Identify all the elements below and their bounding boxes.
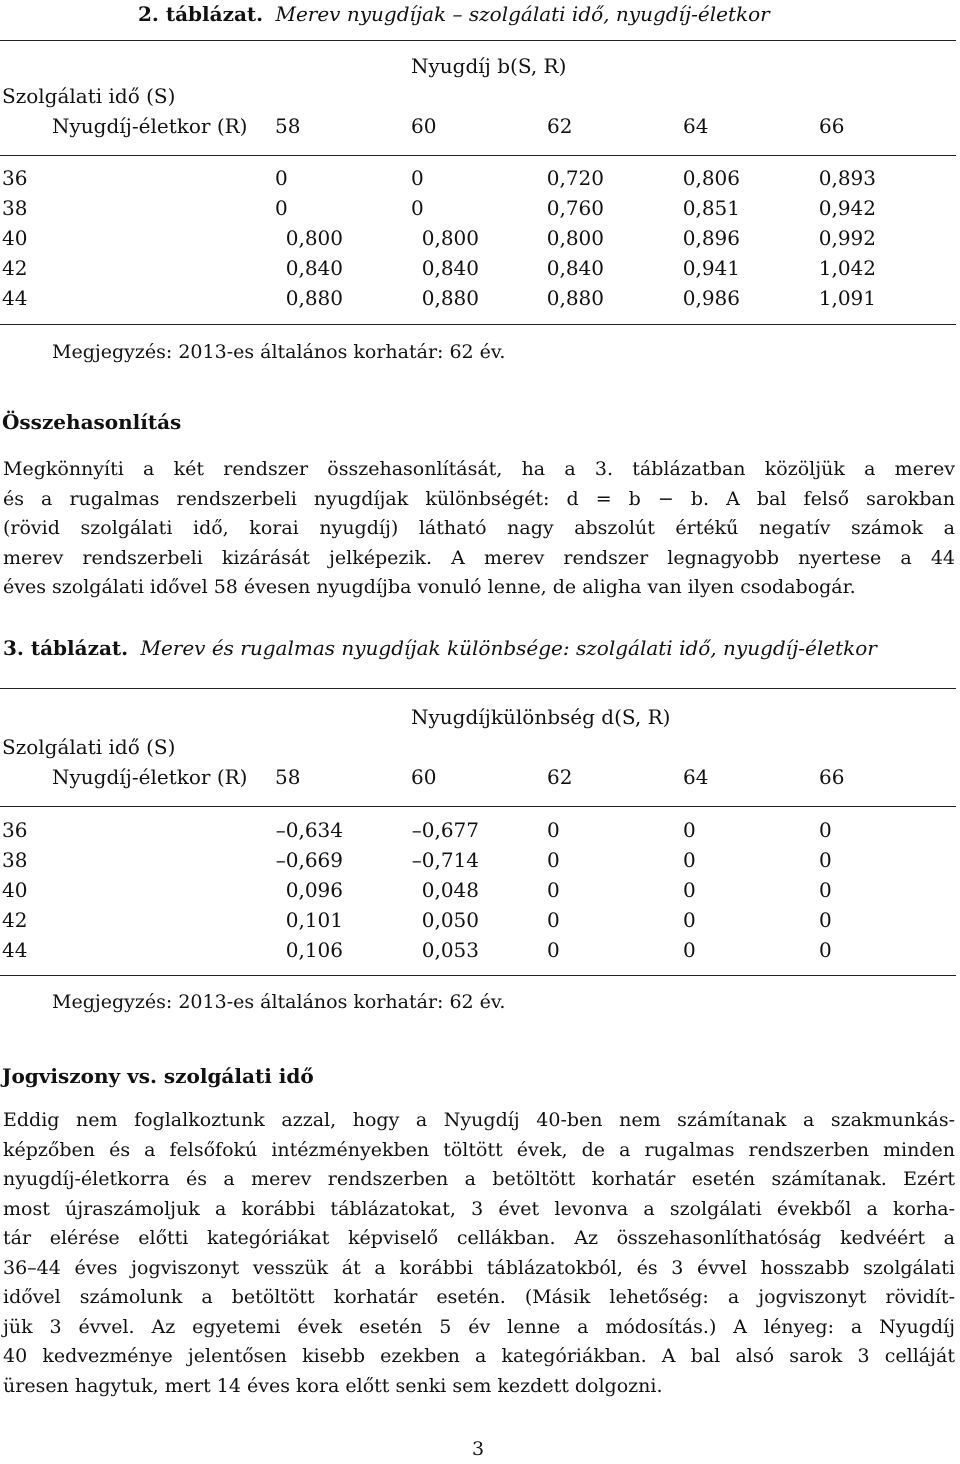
section1-line: és a rugalmas rendszerbeli nyugdíjak különbségét: d = b − b. A bal felső sarokban — [3, 487, 955, 510]
section2-line: nyugdíj-életkorra és a merev rendszerben a betöltött korhatár esetén számítanak. Ezért — [3, 1168, 955, 1190]
table3-row-header-r: Nyugdíj-életkor (R) — [52, 765, 248, 789]
table3-bottom-rule — [0, 975, 956, 976]
table3-cell: 0,096 — [285, 878, 343, 902]
table2-row-label: 42 — [2, 256, 28, 280]
table2-cell: 0,941 — [682, 256, 740, 280]
table3-cell: 0,048 — [421, 878, 479, 902]
table2-header-rule — [0, 155, 956, 156]
table3-cell: 0 — [547, 908, 560, 932]
table3-top-rule — [0, 688, 956, 689]
table2-cell: 0,880 — [546, 286, 604, 310]
table3-cell: 0 — [683, 908, 696, 932]
table2-caption — [138, 4, 770, 24]
section2-line: most újraszámoljuk a korábbi táblázatokat, 3 évet levonva a szolgálati évekből a korha- — [3, 1197, 955, 1220]
table3-row-label: 42 — [2, 908, 28, 932]
table2-cell: 0,893 — [818, 166, 876, 190]
table3-cell: 0,106 — [285, 938, 343, 962]
table3-caption — [3, 638, 877, 658]
table2-cell: 0,851 — [682, 196, 740, 220]
table3-cell: –0,714 — [411, 848, 479, 872]
page-number: 3 — [472, 1438, 485, 1460]
section2-line: 40 kedvezménye jelentősen kisebb ezekben a kategóriákban. A bal alsó sarok 3 celláját — [3, 1345, 955, 1367]
table2-col-header: 62 — [547, 114, 573, 138]
table2-col-header: 60 — [411, 114, 437, 138]
table3-cell: –0,669 — [275, 848, 343, 872]
table2-col-header: 58 — [275, 114, 301, 138]
section2-paragraph — [3, 1106, 955, 1401]
section2-heading: Jogviszony vs. szolgálati idő — [2, 1064, 314, 1088]
table2-col-header: 66 — [819, 114, 845, 138]
table3-cell: –0,634 — [275, 818, 343, 842]
table2-cell: 0,800 — [546, 226, 604, 250]
table3-row-label: 40 — [2, 878, 28, 902]
table2-cell: 0,806 — [682, 166, 740, 190]
table2-cell: 0,840 — [285, 256, 343, 280]
section1-paragraph — [3, 455, 955, 603]
table2-note: Megjegyzés: 2013-es általános korhatár: 62 év. — [52, 341, 506, 363]
table2-cell: 0 — [411, 166, 424, 190]
table3-cell: 0 — [683, 878, 696, 902]
table2-caption-label: 2. táblázat. — [138, 2, 264, 26]
table2-top-rule — [0, 40, 956, 41]
table3-col-header: 58 — [275, 765, 301, 789]
table3-row-label: 38 — [2, 848, 28, 872]
table2-row-label: 44 — [2, 286, 28, 310]
table3-col-header: 66 — [819, 765, 845, 789]
table2-cell: 0,896 — [682, 226, 740, 250]
section2-line: képzőben és a felsőfokú intézményekben töltött évek, de a rugalmas rendszerben minden — [3, 1138, 955, 1161]
table3-cell: 0 — [547, 878, 560, 902]
section1-heading: Összehasonlítás — [2, 410, 182, 434]
table3-header-rule — [0, 806, 956, 807]
section2-line: 36–44 éves jogviszonyt vesszük át a korábbi táblázatokból, és 3 évvel hosszabb szolgálati — [3, 1256, 955, 1279]
section2-line: jük 3 évvel. Az egyetemi évek esetén 5 év lenne a módosítás.) A lényeg: a Nyugdíj — [3, 1315, 955, 1338]
table3-cell: 0 — [683, 848, 696, 872]
table2-cell: 0,942 — [818, 196, 876, 220]
table3-cell: 0 — [819, 848, 832, 872]
table2-cell: 1,091 — [818, 286, 876, 310]
table3-cell: 0 — [683, 938, 696, 962]
table3-cell: –0,677 — [411, 818, 479, 842]
table2-row-label: 38 — [2, 196, 28, 220]
table3-col-header: 64 — [683, 765, 709, 789]
table3-cell: 0 — [819, 908, 832, 932]
table3-caption-text: Merev és rugalmas nyugdíjak különbsége: szolgálati idő, nyugdíj-életkor — [140, 636, 877, 660]
table2-cell: 0,800 — [421, 226, 479, 250]
table3-note: Megjegyzés: 2013-es általános korhatár: 62 év. — [52, 991, 506, 1013]
table3-row-header-s: Szolgálati idő (S) — [2, 735, 176, 759]
table2-row-header-r: Nyugdíj-életkor (R) — [52, 114, 248, 138]
table2-cell: 0 — [411, 196, 424, 220]
table2-row-label: 36 — [2, 166, 28, 190]
section1-line: (rövid szolgálati idő, korai nyugdíj) látható nagy abszolút értékű negatív számok a — [3, 517, 955, 539]
table3-cell: 0 — [819, 878, 832, 902]
table2-cell: 0,720 — [546, 166, 604, 190]
table3-cell: 0,053 — [421, 938, 479, 962]
table3-cell: 0 — [547, 938, 560, 962]
section2-line: tár elérése előtti kategóriákat képviselő cellákban. Az összehasonlíthatóság kedvéért a — [3, 1227, 955, 1249]
section1-line: éves szolgálati idővel 58 évesen nyugdíjba vonuló lenne, de aligha van ilyen csodabogár. — [3, 576, 856, 598]
table2-cell: 0,840 — [421, 256, 479, 280]
table3-header-group: Nyugdíjkülönbség d(S, R) — [411, 705, 671, 729]
table2-cell: 0 — [275, 196, 288, 220]
table3-cell: 0 — [547, 848, 560, 872]
table3-col-header: 62 — [547, 765, 573, 789]
table3-cell: 0 — [547, 818, 560, 842]
table2-bottom-rule — [0, 324, 956, 325]
table2-cell: 1,042 — [818, 256, 876, 280]
section1-line: Megkönnyíti a két rendszer összehasonlítását, ha a 3. táblázatban közöljük a merev — [3, 458, 955, 480]
table2-cell: 0,880 — [421, 286, 479, 310]
table3-cell: 0,050 — [421, 908, 479, 932]
table2-row-label: 40 — [2, 226, 28, 250]
section2-line: Eddig nem foglalkoztunk azzal, hogy a Nyugdíj 40-ben nem számítanak a szakmunkás- — [3, 1109, 955, 1131]
section2-line: üresen hagytuk, mert 14 éves kora előtt senki sem kezdett dolgozni. — [3, 1374, 663, 1397]
section2-line: idővel számolunk a betöltött korhatár esetén. (Másik lehetőség: a jogviszonyt rövidít- — [3, 1286, 955, 1308]
table2-header-group: Nyugdíj b(S, R) — [411, 54, 567, 78]
table2-cell: 0,992 — [818, 226, 876, 250]
table2-cell: 0,840 — [546, 256, 604, 280]
table2-caption-text: Merev nyugdíjak – szolgálati idő, nyugdíj-életkor — [275, 2, 770, 26]
table3-cell: 0 — [819, 938, 832, 962]
table2-cell: 0,800 — [285, 226, 343, 250]
section1-line: merev rendszerbeli kizárását jelképezik. A merev rendszer legnagyobb nyertese a 44 — [3, 546, 955, 569]
table3-cell: 0 — [819, 818, 832, 842]
table3-row-label: 44 — [2, 938, 28, 962]
table3-caption-label: 3. táblázat. — [3, 636, 129, 660]
table2-cell: 0 — [275, 166, 288, 190]
table2-row-header-s: Szolgálati idő (S) — [2, 84, 176, 108]
table2-cell: 0,986 — [682, 286, 740, 310]
table2-cell: 0,760 — [546, 196, 604, 220]
table3-row-label: 36 — [2, 818, 28, 842]
table3-col-header: 60 — [411, 765, 437, 789]
table3-cell: 0,101 — [285, 908, 343, 932]
table3-cell: 0 — [683, 818, 696, 842]
table2-col-header: 64 — [683, 114, 709, 138]
table2-cell: 0,880 — [285, 286, 343, 310]
